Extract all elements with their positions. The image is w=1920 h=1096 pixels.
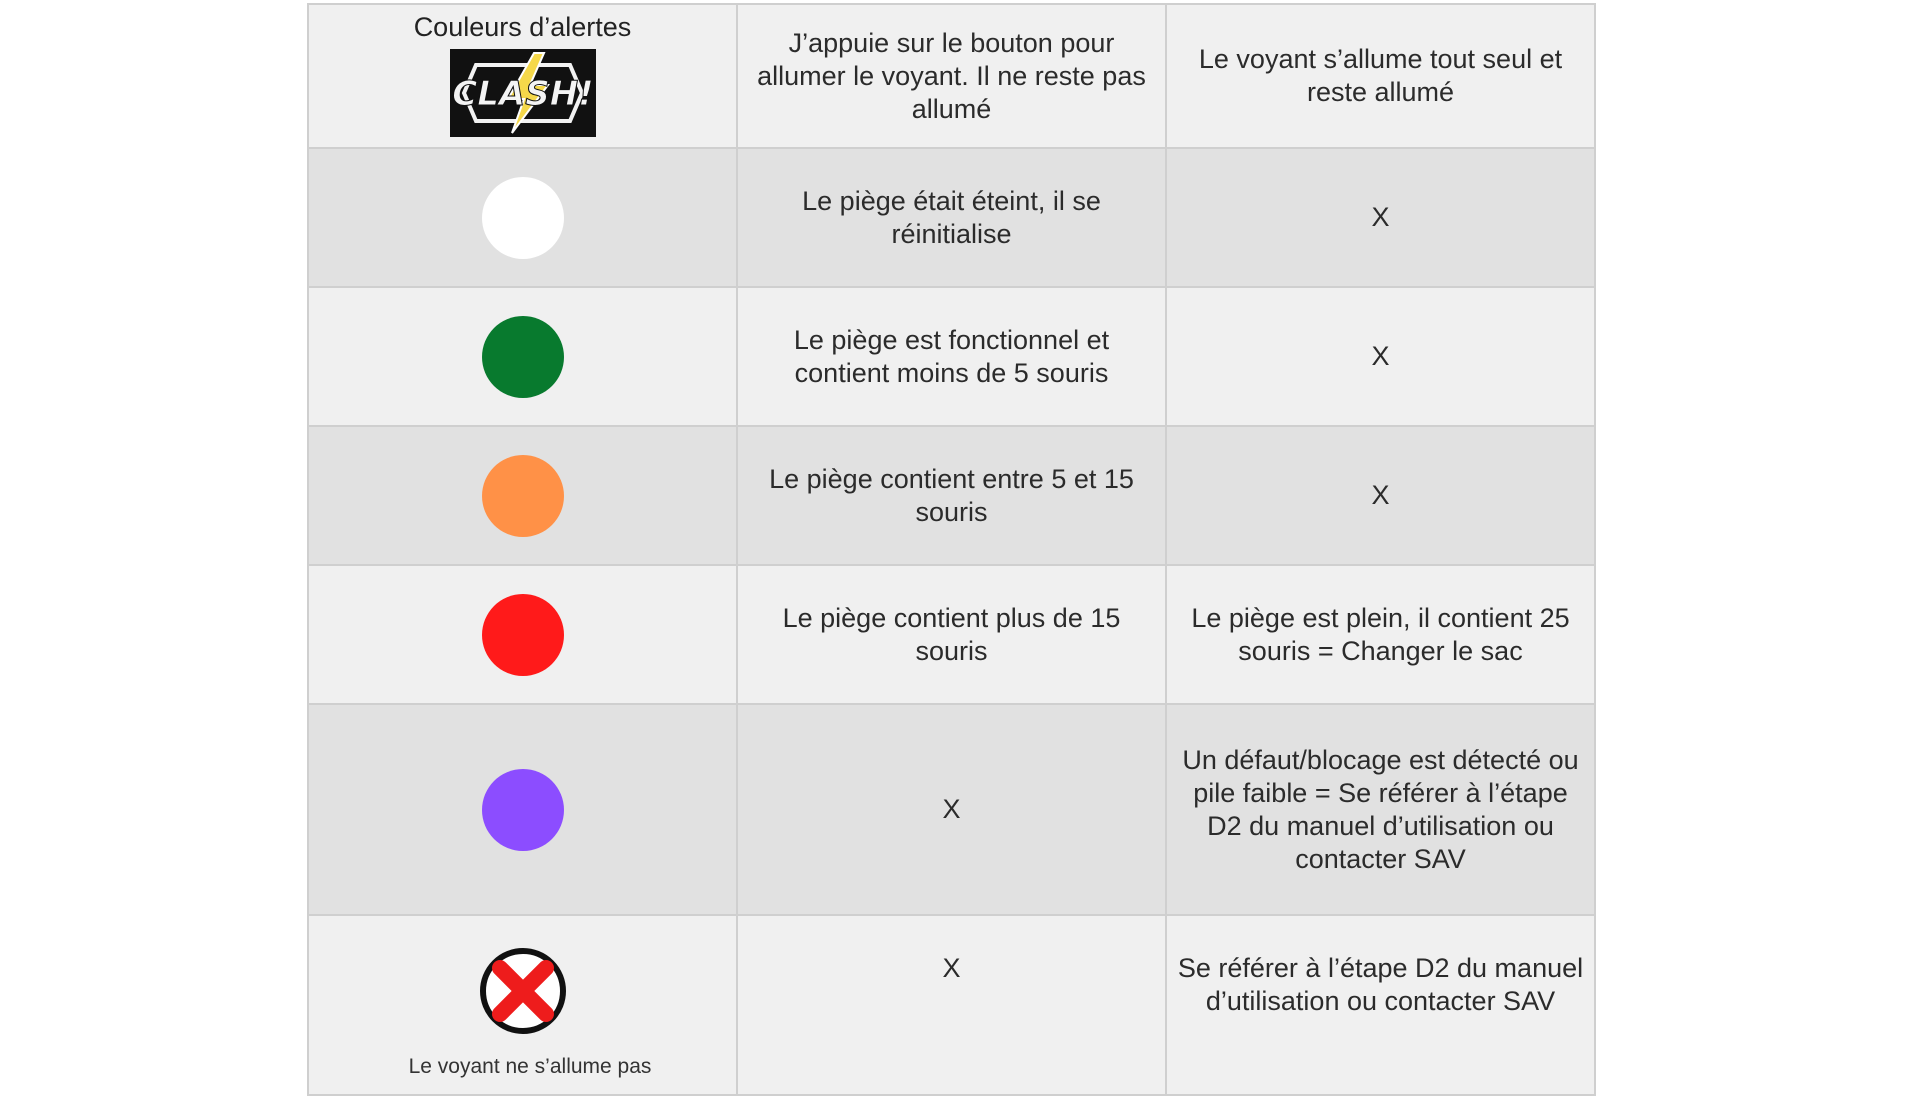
auto-light-text: Se référer à l’étape D2 du manuel d’utilisation ou contacter SAV	[1177, 953, 1584, 1016]
header-label-auto-light: Le voyant s’allume tout seul et reste allumé	[1198, 44, 1563, 107]
table-row-purple	[308, 704, 1595, 915]
color-cell-orange	[308, 426, 737, 565]
clash-logo	[450, 49, 596, 137]
button-press-text: Le piège était éteint, il se réinitialise	[802, 185, 1101, 249]
button-press-text: Le piège est fonctionnel et contient moins de 5 souris	[793, 324, 1110, 388]
red-x-circle-icon	[478, 946, 568, 1036]
clash-logo-icon	[450, 49, 596, 137]
auto-light-text: Un défaut/blocage est détecté ou pile faible = Se référer à l’étape D2 du manuel d’utilisation ou contacter SAV	[1182, 744, 1579, 874]
purple-dot-icon	[482, 769, 564, 851]
table-row-red	[308, 565, 1595, 704]
table-row-no-light	[308, 915, 1595, 1095]
alert-colors-table	[307, 3, 1596, 1096]
header-label-button-press: J’appuie sur le bouton pour allumer le voyant. Il ne reste pas allumé	[757, 27, 1146, 124]
no-light-caption: Le voyant ne s’allume pas	[408, 1055, 652, 1078]
auto-light-cell	[1166, 287, 1595, 426]
clash-logo-text: CLASH!	[451, 74, 594, 114]
table-row-white	[308, 148, 1595, 287]
table-header-row	[308, 4, 1595, 148]
header-cell-colors	[308, 4, 737, 148]
green-dot-icon	[482, 316, 564, 398]
button-press-cell	[737, 915, 1166, 1095]
no-light-container	[309, 916, 736, 1094]
auto-light-cell	[1166, 426, 1595, 565]
button-press-cell	[737, 426, 1166, 565]
button-press-cell	[737, 287, 1166, 426]
red-dot-icon	[482, 594, 564, 676]
button-press-cell	[737, 704, 1166, 915]
auto-light-text: X	[1371, 202, 1390, 232]
alert-colors-table-container	[307, 3, 1594, 1092]
auto-light-cell	[1166, 565, 1595, 704]
auto-light-text: X	[1371, 480, 1390, 510]
auto-light-cell	[1166, 148, 1595, 287]
table-row-orange	[308, 426, 1595, 565]
button-press-text: X	[942, 794, 961, 824]
header-cell-button-press	[737, 4, 1166, 148]
button-press-text: Le piège contient entre 5 et 15 souris	[769, 463, 1134, 527]
button-press-text: X	[942, 953, 961, 983]
color-cell-white	[308, 148, 737, 287]
button-press-cell	[737, 565, 1166, 704]
auto-light-cell	[1166, 915, 1595, 1095]
auto-light-text: X	[1371, 341, 1390, 371]
color-cell-green	[308, 287, 737, 426]
table-row-green	[308, 287, 1595, 426]
orange-dot-icon	[482, 455, 564, 537]
auto-light-text: Le piège est plein, il contient 25 souris = Changer le sac	[1191, 602, 1570, 666]
auto-light-cell	[1166, 704, 1595, 915]
header-cell-auto-light	[1166, 4, 1595, 148]
button-press-cell	[737, 148, 1166, 287]
color-cell-red	[308, 565, 737, 704]
white-dot-icon	[482, 177, 564, 259]
header-label-colors: Couleurs d’alertes	[413, 12, 632, 42]
button-press-text: Le piège contient plus de 15 souris	[782, 602, 1121, 666]
color-cell-purple	[308, 704, 737, 915]
color-cell-no-light	[308, 915, 737, 1095]
